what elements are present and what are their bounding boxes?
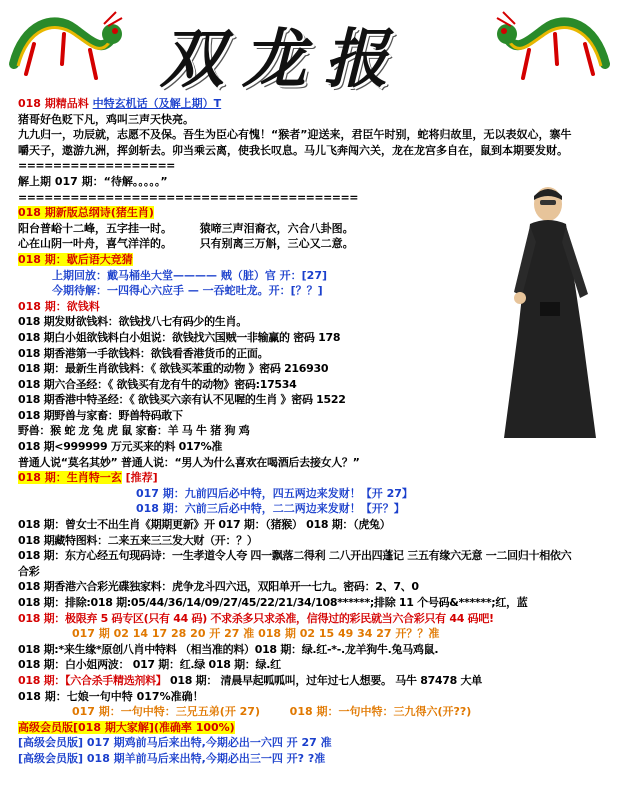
separator: ======================================= (18, 190, 358, 204)
text-line (18, 673, 578, 689)
dragon-left-icon (4, 4, 124, 92)
section-head-shengxiao (18, 470, 578, 486)
text-line: 野兽：猴 蛇 龙 兔 虎 鼠 家畜：羊 马 牛 猪 狗 鸡 (18, 424, 250, 438)
text-line: 解上期 017 期：“待解。。。。。” (18, 174, 168, 188)
section-head-vip (18, 720, 578, 736)
text-line: 018 期白小姐欲钱料白小姐说：欲钱找六国贼一非输赢的 密码 178 (18, 330, 341, 344)
section-label: 018 期新版总纲诗(猪生肖) (18, 206, 154, 220)
text-span: 018 期：一句中特：三九得六(开??) (289, 705, 472, 719)
text-line: 018 期六合圣经：《 欲钱买有龙有牛的动物》密码:17534 (18, 377, 297, 391)
text-line: 018 期香港中特圣经：《 欲钱买六亲有认不见喔的生肖 》密码 1522 (18, 393, 346, 407)
poem-row (18, 221, 578, 237)
text-line: 018 期香港第一手欲钱料：欲钱看香港货币的正面。 (18, 346, 269, 360)
section-label: 018 期：【六合杀手精选剂料】 (18, 673, 167, 687)
section-label: 018 期：歇后语大竞猜 (18, 252, 133, 266)
separator: ================== (18, 159, 175, 173)
section-link[interactable]: 中特玄机话（及解上期）T (92, 97, 222, 110)
poem-text: 只有别离三万斛，三心又二意。 (199, 237, 354, 251)
section-label: 高级会员版[018 期大家解](准确率 100%) (18, 720, 235, 734)
poem-text: 心在山阴一叶舟，喜气洋洋的。 (18, 237, 172, 251)
text-line: 018 期藏特图料：二来五来三三发大财（开：？） (18, 533, 258, 547)
text-line: 猪哥好色贬下凡，鸡叫三声天快亮。 (18, 112, 194, 126)
poem-row (18, 236, 578, 252)
text-line: 018 期：六前三后必中特，二二两边来发财！【开？】 (136, 502, 405, 516)
text-line: [高级会员版] 017 期鸡前马后来出特,今期必出一六四 开 27 准 (18, 736, 332, 750)
text-line: 018 期：排除:018 期:05/44/36/14/09/27/45/22/21/34/108******;排除 11 个号码&******;红，蓝 (18, 596, 528, 609)
recommend-tag: [推荐] (125, 471, 158, 485)
dragon-right-icon (495, 4, 615, 92)
section-label: 018 期精品料 (18, 97, 89, 110)
page-title: 双龙报 (160, 22, 406, 97)
poem-text: 猿啼三声泪裔衣，六合八卦图。 (199, 221, 354, 235)
text-line: [高级会员版] 018 期羊前马后来出特,今期必出三一四 开? ?准 (18, 751, 326, 765)
text-line: 018 期发财欲钱料：欲钱找八七有码少的生肖。 (18, 315, 247, 329)
text-line: 今期待解：一四得心六应手 — 一吞蛇吐龙。开：[？？] (52, 284, 323, 298)
riddle-paragraph: 九九归一，功辰就，志愿不及保。吾生为臣心有愧！“猴者”迎送来，君臣午时别，蛇将归故里，无以表奴心，寨牛嚼天子，遨游九洲，挥剑斩去。卯当乘云离，使我长叹息。马儿飞奔闯六关，龙在龙宫多自在，鼠到本期要发财。 (18, 128, 572, 157)
text-line: 018 期香港六合彩光碟独家料：虎争龙斗四六迅，双阳单开一七九。密码：2、7、0 (18, 580, 419, 594)
text-line: 018 期：极限弃 5 码专区(只有 44 码) 不求杀多只求杀准，信得过的彩民就当六合彩只有 44 码吧! (18, 611, 494, 625)
text-line: 018 期：东方心经五句现码诗：一生孝道令人夸 四一飘落二得利 二八开出四蓬记 三五有缘六无意 一二回归十相依六合彩 (18, 549, 572, 578)
section-head-poem (18, 205, 578, 221)
text-line: 018 期：白小姐两波： 017 期：红.绿 018 期：绿.红 (18, 658, 281, 672)
text-line: 018 期：最新生肖欲钱料：《 欲钱买苯重的动物 》密码 216930 (18, 362, 329, 376)
section-label: 018 期：生肖特一玄 (18, 471, 122, 485)
text-line: 017 期 02 14 17 28 20 开 27 准 018 期 02 15 49 34 27 开？？准 (72, 627, 440, 641)
text-line: 017 期：九前四后必中特，四五两边来发财！【开 27】 (136, 486, 413, 500)
text-line: 上期回放：戴马桶坐大堂———— 贼（脏）官 开：[27] (52, 268, 328, 282)
content (18, 96, 578, 767)
text-line: 018 期：七娘一句中特 017%准确！ (18, 689, 204, 703)
text-line: 018 期野兽与家畜：野兽特码敢下 (18, 408, 183, 422)
text-line: 普通人说“莫名其妙” 普通人说：“男人为什么喜欢在喝酒后去接女人？” (18, 455, 360, 469)
text-line: 018 期:*来生缘*原创八肖中特料 （相当准的料）018 期：绿.红-*-.龙羊狗牛.兔马鸡鼠. (18, 642, 439, 656)
text-line: 018 期<999999 万元买来的料 017%准 (18, 440, 223, 454)
text-span: 018 期： 清晨早起呱呱叫，过年过七人想要。 马牛 87478 大单 (170, 673, 482, 687)
section-head-yuqian: 018 期：欲钱料 (18, 299, 100, 313)
header (0, 0, 619, 96)
text-span: 017 期：一句中特：三兄五弟(开 27) (72, 705, 260, 719)
text-line: 018 期：曾女士不出生肖《期期更新》开 017 期：（猪猴） 018 期：（虎兔） (18, 518, 391, 532)
section-head-jingpin (18, 96, 578, 112)
text-line (18, 704, 578, 720)
poem-text: 阳台普峪十二峰，五字挂一时。 (18, 221, 172, 235)
section-head-xiehouyu (18, 252, 578, 268)
